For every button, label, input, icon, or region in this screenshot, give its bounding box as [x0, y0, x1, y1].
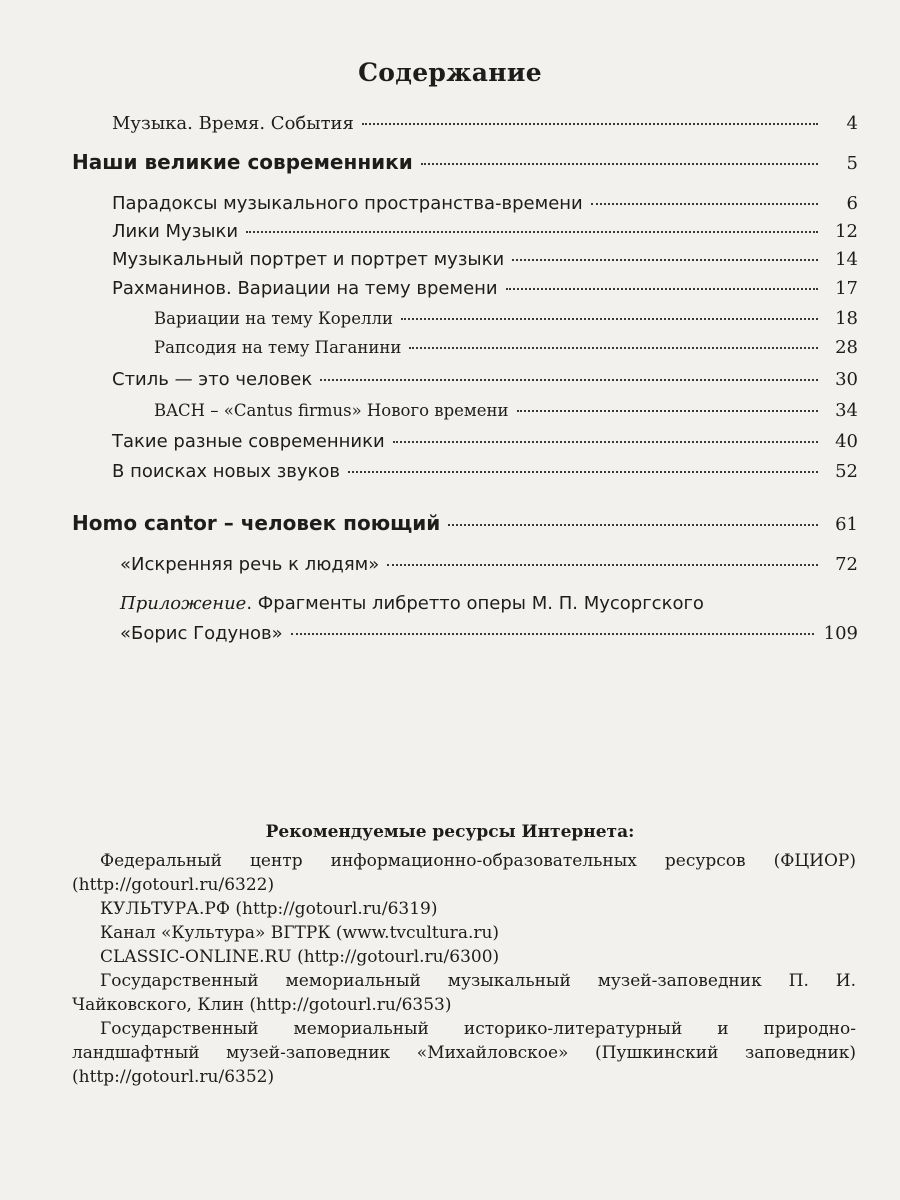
toc-entry-page: 6 — [846, 193, 858, 214]
toc-appendix-line1 — [120, 593, 704, 614]
toc-section-title: Homo cantor – человек поющий — [72, 511, 441, 535]
toc-entry-page: 4 — [846, 113, 858, 134]
toc-entry-page: 40 — [835, 431, 858, 452]
resource-item: КУЛЬТУРА.РФ (http://gotourl.ru/6319) — [100, 899, 438, 919]
resources-list — [72, 849, 856, 1089]
resources-title: Рекомендуемые ресурсы Интернета: — [265, 822, 635, 842]
toc-section — [72, 511, 858, 535]
toc-entry — [112, 193, 858, 214]
toc-leader-dots — [591, 203, 818, 205]
toc-entry-title: Лики Музыки — [112, 221, 239, 242]
toc-subentry — [154, 308, 858, 329]
toc-section — [72, 150, 858, 174]
toc-entry — [120, 554, 858, 575]
toc-section-title: Наши великие современники — [72, 150, 413, 174]
appendix-description: . Фрагменты либретто оперы М. П. Мусоргского — [246, 593, 704, 614]
toc-leader-dots — [246, 231, 818, 233]
toc-entry-page: 72 — [835, 554, 858, 575]
toc-leader-dots — [517, 410, 818, 412]
toc-leader-dots — [362, 123, 818, 125]
resource-item: Государственный мемориальный музыкальный музей-заповедник П. И. Чайковского, Клин (http://gotourl.ru/6353) — [72, 971, 856, 1015]
toc-leader-dots — [401, 318, 818, 320]
toc-entry-page: 30 — [835, 369, 858, 390]
toc-entry — [112, 431, 858, 452]
toc-leader-dots — [393, 441, 818, 443]
resource-item: Канал «Культура» ВГТРК (www.tvcultura.ru) — [100, 923, 500, 943]
toc-leader-dots — [320, 379, 818, 381]
toc-subentry — [154, 337, 858, 358]
toc-entry-page: 34 — [835, 400, 858, 421]
appendix-title: «Борис Годунов» — [120, 623, 283, 644]
resource-item: Государственный мемориальный историко-литературный и природно-ландшафтный музей-заповедник «Михайловское» (Пушкинский заповедник) (http://gotourl.ru/6352) — [72, 1019, 856, 1087]
toc-entry — [112, 461, 858, 482]
toc-leader-dots — [512, 259, 818, 261]
toc-entry-page: 18 — [835, 308, 858, 329]
toc-entry — [112, 249, 858, 270]
toc-leader-dots — [448, 524, 818, 526]
resource-item: Федеральный центр информационно-образовательных ресурсов (ФЦИОР) (http://gotourl.ru/6322) — [72, 851, 856, 895]
toc-subentry — [154, 400, 858, 421]
toc-leader-dots — [421, 163, 818, 165]
toc-entry-title: BACH – «Cantus firmus» Нового времени — [154, 401, 509, 420]
resource-item: CLASSIC-ONLINE.RU (http://gotourl.ru/6300) — [100, 947, 500, 967]
toc-entry-page: 109 — [823, 623, 858, 644]
toc-entry-page: 61 — [835, 514, 858, 535]
toc-entry-page: 17 — [835, 278, 858, 299]
toc-entry — [112, 369, 858, 390]
toc-entry-title: Музыкальный портрет и портрет музыки — [112, 249, 505, 270]
toc-entry-title: Такие разные современники — [112, 431, 385, 452]
toc-entry-title: В поисках новых звуков — [112, 461, 341, 482]
appendix-label: Приложение — [120, 593, 247, 614]
toc-leader-dots — [409, 347, 818, 349]
toc-entry-page: 28 — [835, 337, 858, 358]
toc-entry-title: «Искренняя речь к людям» — [120, 554, 380, 575]
toc-entry-title: Музыка. Время. События — [112, 113, 354, 134]
toc-leader-dots — [291, 633, 814, 635]
toc-entry-title: Рахманинов. Вариации на тему времени — [112, 278, 498, 299]
toc-title: Содержание — [358, 58, 542, 87]
toc-leader-dots — [387, 564, 818, 566]
toc-leader-dots — [348, 471, 818, 473]
toc-leader-dots — [506, 288, 818, 290]
toc-entry-page: 12 — [835, 221, 858, 242]
toc-entry-page: 52 — [835, 461, 858, 482]
toc-entry-title: Вариации на тему Корелли — [154, 309, 393, 328]
toc-entry-title: Рапсодия на тему Паганини — [154, 338, 402, 357]
toc-entry-title: Стиль — это человек — [112, 369, 313, 390]
toc-appendix-line2 — [120, 623, 858, 644]
toc-entry-page: 14 — [835, 249, 858, 270]
toc-entry — [112, 113, 858, 134]
toc-entry — [112, 278, 858, 299]
toc-entry-page: 5 — [846, 153, 858, 174]
toc-entry — [112, 221, 858, 242]
toc-entry-title: Парадоксы музыкального пространства-времени — [112, 193, 583, 214]
